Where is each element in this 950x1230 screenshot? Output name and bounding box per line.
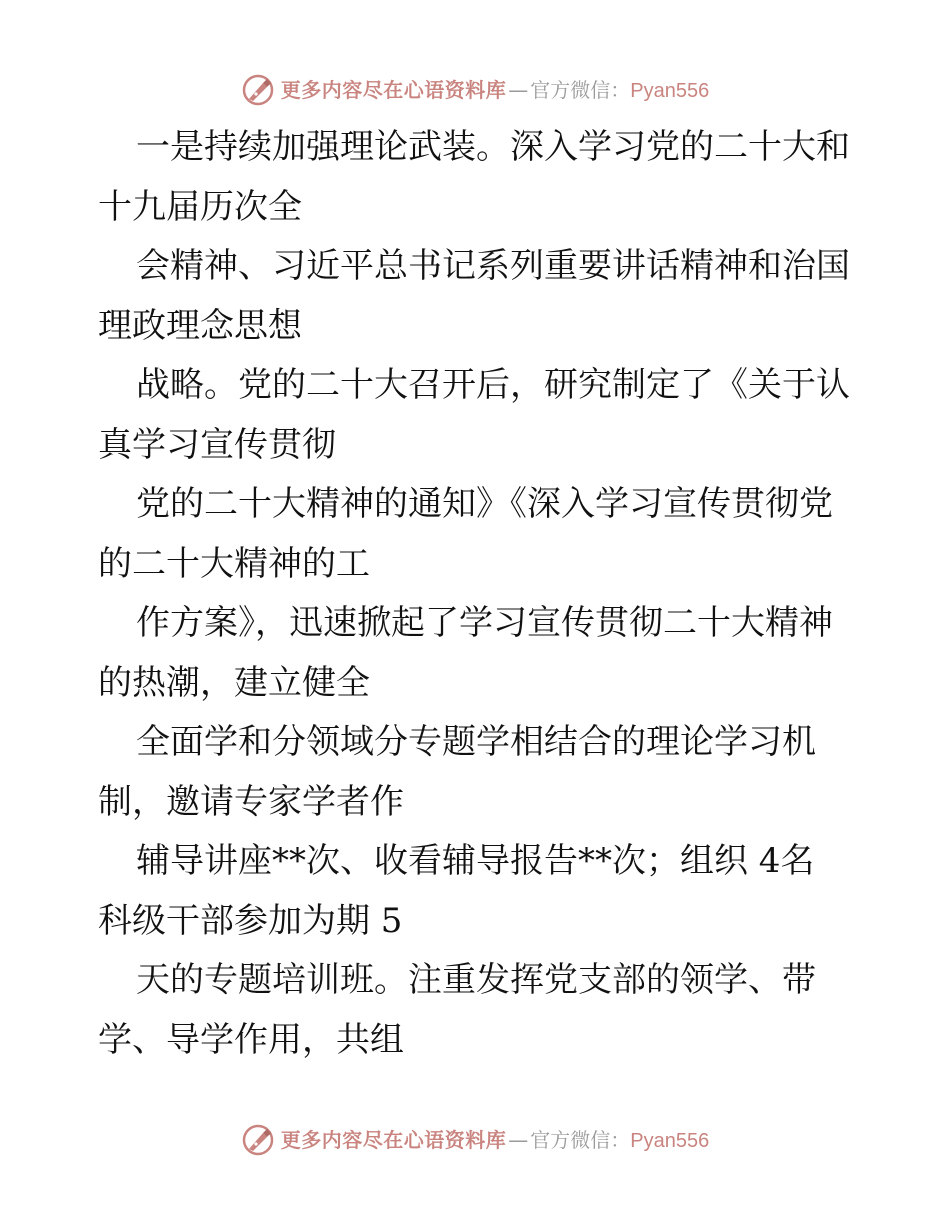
body-line: 作方案》，迅速掀起了学习宣传贯彻二十大精神 [136,603,833,643]
body-line: 会精神、习近平总书记系列重要讲话精神和治国 [136,246,850,286]
header-banner-separator: — [508,77,529,102]
body-line: 辅导讲座**次、收看辅导报告**次；组织 4名 [136,841,815,881]
body-line: 理政理念思想 [98,305,302,346]
body-line: 党的二十大精神的通知》《深入学习宣传贯彻党 [136,484,833,524]
footer-banner [241,1123,709,1157]
body-line: 的二十大精神的工 [98,543,370,584]
footer-banner-main: 更多内容尽在心语资料库 [280,1127,507,1152]
document-body [98,118,858,1070]
body-line: 战略。党的二十大召开后，研究制定了《关于认 [136,365,850,405]
pen-nib-logo-icon [241,1123,275,1157]
page-header [0,70,950,110]
pen-nib-logo-icon [241,73,275,107]
body-line: 制，邀请专家学者作 [98,781,404,822]
page-footer [0,1120,950,1160]
body-line: 真学习宣传贯彻 [98,424,336,465]
body-line: 全面学和分领域分专题学相结合的理论学习机 [136,722,816,762]
body-line: 的热潮，建立健全 [98,662,370,703]
header-banner-main: 更多内容尽在心语资料库 [280,77,507,102]
footer-banner-wechat-id: Pyan556 [630,1129,710,1152]
footer-banner-label: 官方微信： [530,1127,631,1152]
body-line: 学、导学作用，共组 [98,1019,404,1060]
body-line: 一是持续加强理论武装。深入学习党的二十大和 [136,127,850,167]
header-banner-label: 官方微信： [530,77,631,102]
body-line: 天的专题培训班。注重发挥党支部的领学、带 [136,960,816,1000]
header-banner [241,73,709,107]
footer-banner-text [280,1127,710,1152]
header-banner-wechat-id: Pyan556 [630,79,710,102]
footer-banner-separator: — [508,1127,529,1152]
body-line: 十九届历次全 [98,186,302,227]
header-banner-text [280,77,710,102]
body-line: 科级干部参加为期 5 [98,900,403,941]
